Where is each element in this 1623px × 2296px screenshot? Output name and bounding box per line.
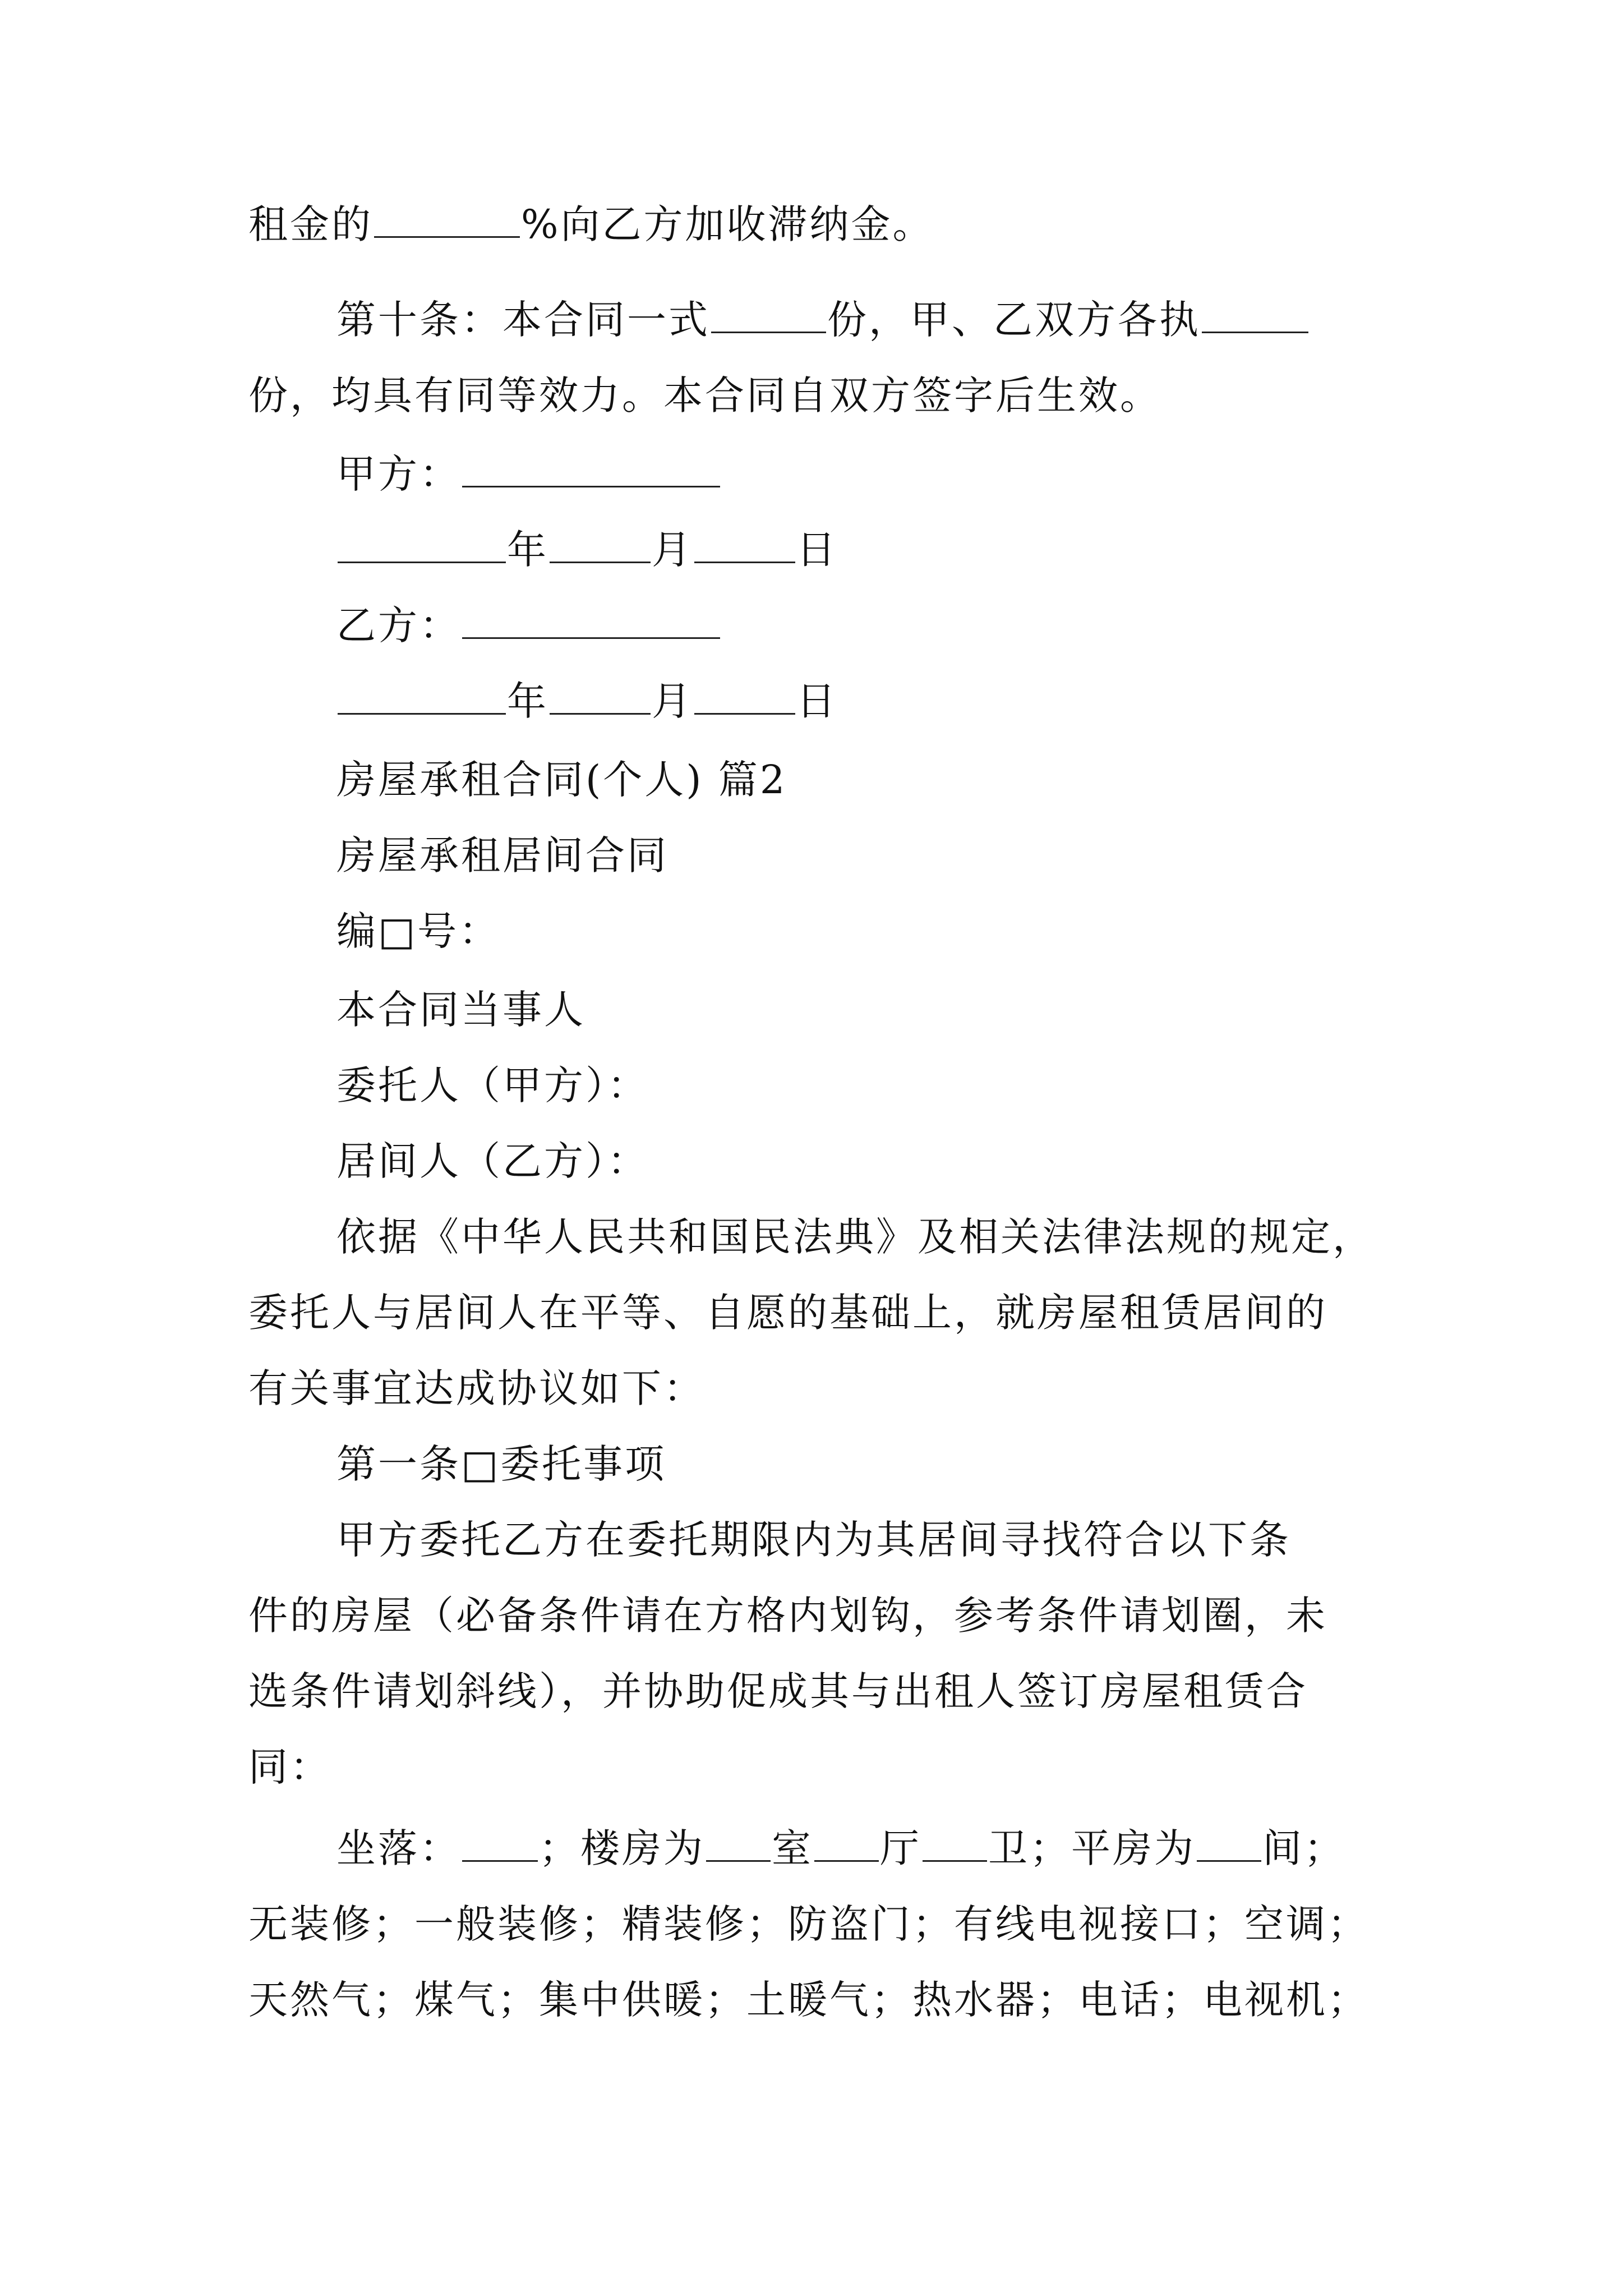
text-segment: 份，均具有同等效力。本合同自双方签字后生效。	[248, 372, 1161, 418]
contract-title	[336, 830, 668, 881]
signature-blank[interactable]	[462, 602, 720, 639]
signature-blank[interactable]	[462, 451, 720, 487]
text-segment: 编□号：	[336, 908, 501, 954]
bath-blank[interactable]	[923, 1825, 987, 1862]
text-segment: 第十条：本合同一式	[336, 297, 710, 343]
text-segment: 乙方：	[336, 602, 461, 648]
text-segment: 份，甲、乙双方各执	[827, 297, 1201, 343]
text-segment: 委托人与居间人在平等、自愿的基础上，就房屋租赁居间的	[248, 1290, 1327, 1336]
text-segment: 月	[652, 678, 693, 724]
text-segment: 日	[796, 678, 838, 724]
fill-blank[interactable]	[374, 201, 520, 238]
party-a-signature	[336, 449, 721, 499]
parties-heading	[336, 984, 585, 1035]
contract-number	[336, 906, 500, 956]
text-segment: 房屋承租居间合同	[336, 832, 668, 878]
text-segment: 年	[507, 678, 548, 724]
location-blank[interactable]	[462, 1825, 538, 1862]
text-segment: 天然气；煤气；集中供暖；土暖气；热水器；电话；电视机；	[248, 1977, 1369, 2023]
month-blank[interactable]	[550, 527, 651, 563]
article-one-body	[248, 1742, 331, 1792]
text-segment: 日	[796, 527, 838, 573]
text-segment: 坐落：	[336, 1825, 461, 1871]
section-title	[336, 754, 787, 805]
article-one-body	[336, 1515, 1291, 1565]
text-segment: 室	[772, 1825, 813, 1871]
article-one-body	[248, 1590, 1327, 1641]
text-segment: 甲方委托乙方在委托期限内为其居间寻找符合以下条	[336, 1517, 1291, 1563]
text-segment: 厅	[880, 1825, 921, 1871]
amenities-line	[248, 1975, 1369, 2025]
party-b-date	[336, 676, 838, 726]
text-segment: 依据《中华人民共和国民法典》及相关法律法规的规定，	[336, 1214, 1374, 1260]
text-segment: 选条件请划斜线），并协助促成其与出租人签订房屋租赁合	[248, 1668, 1308, 1714]
month-blank[interactable]	[550, 678, 651, 715]
day-blank[interactable]	[694, 527, 795, 563]
principal-party	[336, 1060, 649, 1111]
text-segment: ；楼房为	[539, 1825, 705, 1871]
fill-blank[interactable]	[1202, 297, 1308, 333]
preamble-line	[248, 1287, 1327, 1338]
text-segment: 租金的	[248, 201, 373, 247]
article-one-body	[248, 1666, 1308, 1717]
property-location-line	[336, 1823, 1345, 1874]
party-a-date	[336, 524, 838, 575]
text-segment: 本合同当事人	[336, 987, 585, 1033]
clause-ten-continuation	[248, 370, 1161, 421]
text-segment: 同：	[248, 1744, 331, 1790]
broker-party	[336, 1136, 649, 1186]
text-segment: %向乙方加收滞纳金。	[521, 201, 934, 247]
clause-ten	[336, 295, 1310, 345]
text-segment: 第一条□委托事项	[336, 1441, 667, 1487]
preamble-line	[336, 1212, 1374, 1262]
text-segment: 间；	[1262, 1825, 1345, 1871]
clause-nine-continuation	[248, 199, 934, 250]
party-b-signature	[336, 600, 721, 651]
text-segment: 月	[652, 527, 693, 573]
bungalow-rooms-blank[interactable]	[1197, 1825, 1261, 1862]
text-segment: 委托人（甲方）：	[336, 1062, 649, 1108]
text-segment: 房屋承租合同(个人) 篇2	[336, 757, 787, 803]
room-blank[interactable]	[706, 1825, 771, 1862]
text-segment: 无装修；一般装修；精装修；防盗门；有线电视接口；空调；	[248, 1901, 1369, 1947]
hall-blank[interactable]	[814, 1825, 879, 1862]
year-blank[interactable]	[338, 678, 506, 715]
preamble-line	[248, 1363, 705, 1414]
article-one-heading	[336, 1439, 666, 1489]
text-segment: 居间人（乙方）：	[336, 1138, 649, 1184]
text-segment: 甲方：	[336, 451, 461, 497]
day-blank[interactable]	[694, 678, 795, 715]
year-blank[interactable]	[338, 527, 506, 563]
text-segment: 卫；平房为	[988, 1825, 1196, 1871]
text-segment: 有关事宜达成协议如下：	[248, 1365, 705, 1411]
text-segment: 件的房屋（必备条件请在方格内划钩，参考条件请划圈，未	[248, 1593, 1327, 1639]
text-segment: 年	[507, 527, 548, 573]
amenities-line	[248, 1899, 1369, 1949]
fill-blank[interactable]	[711, 297, 826, 333]
